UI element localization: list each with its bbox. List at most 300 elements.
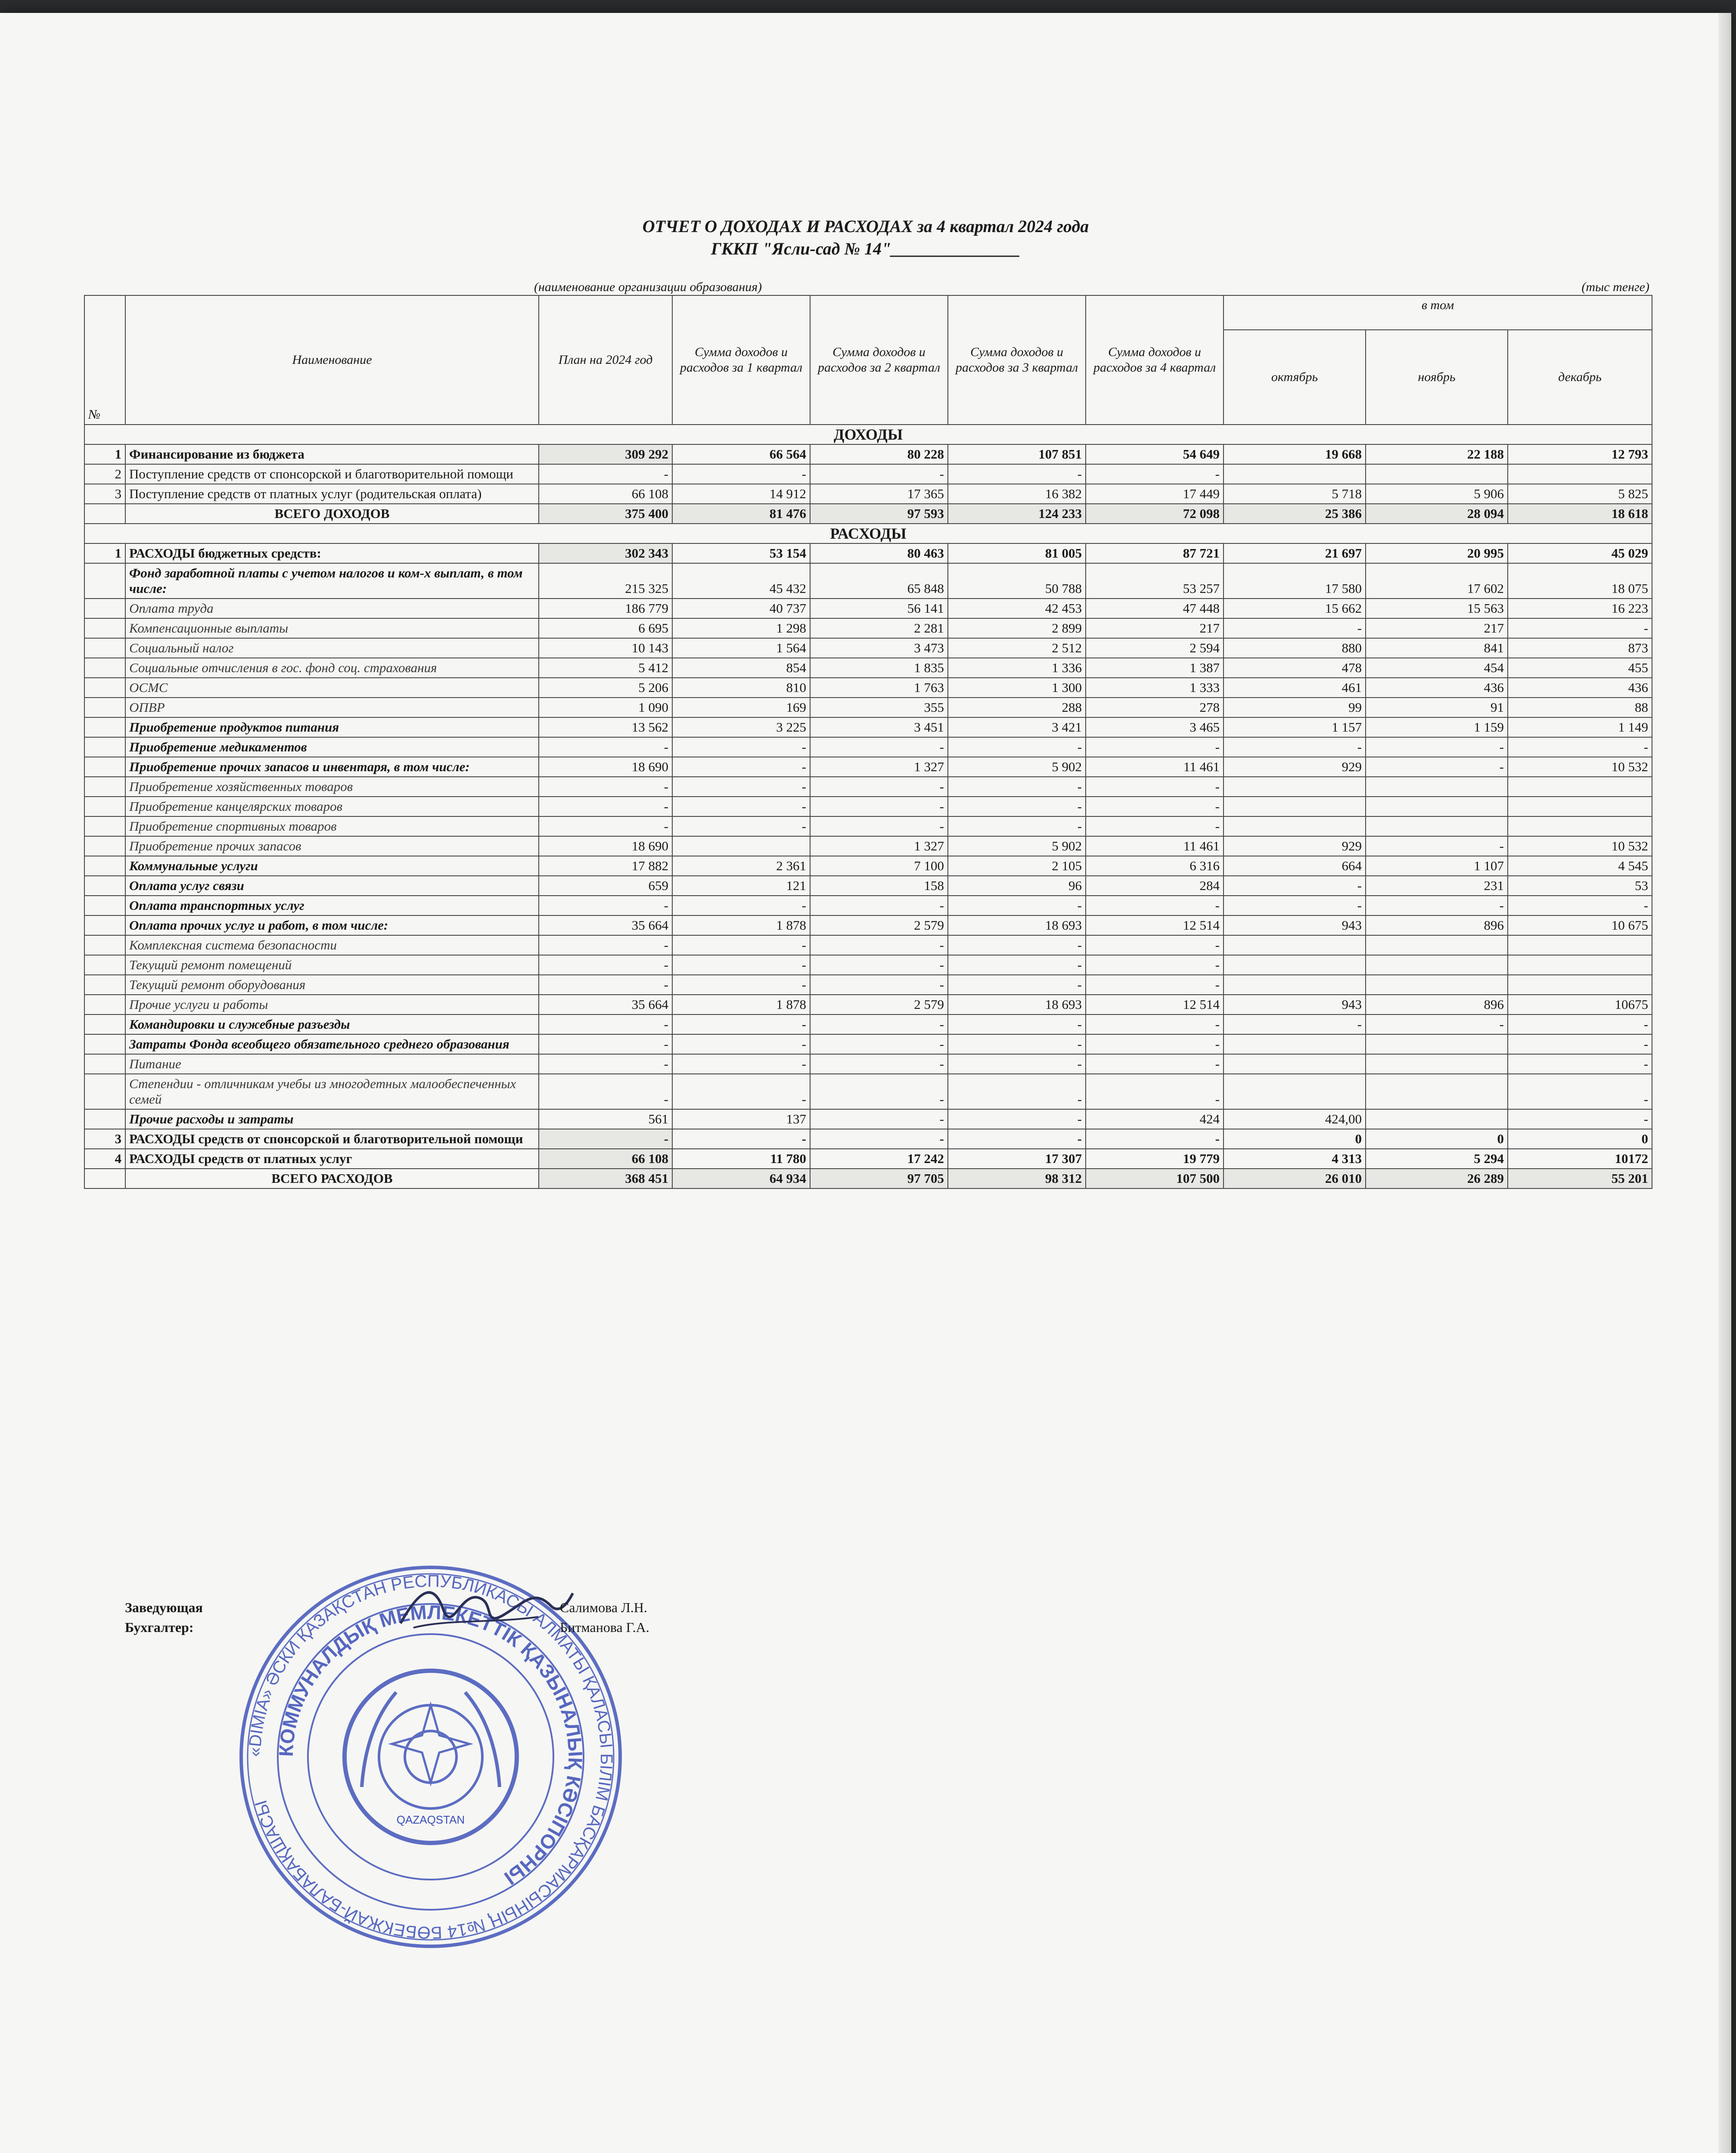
row-value: 217 xyxy=(1086,618,1224,638)
row-name: Приобретение хозяйственных товаров xyxy=(125,777,539,797)
header-plan: План на 2024 год xyxy=(539,295,672,425)
row-value xyxy=(1508,816,1652,836)
title-block xyxy=(0,215,1731,260)
row-value xyxy=(1224,975,1366,995)
row-number xyxy=(84,1074,125,1109)
row-value: 1 327 xyxy=(810,757,948,777)
row-value xyxy=(1508,935,1652,955)
row-name: РАСХОДЫ средств от спонсорской и благотворительной помощи xyxy=(125,1129,539,1149)
row-value: - xyxy=(539,797,672,816)
row-number xyxy=(84,935,125,955)
row-value: 45 432 xyxy=(672,563,810,599)
row-value: - xyxy=(810,1014,948,1034)
header-no: № xyxy=(84,295,125,425)
row-value: - xyxy=(1086,1129,1224,1149)
row-value: - xyxy=(672,955,810,975)
row-value: 99 xyxy=(1224,698,1366,717)
row-value: 28 094 xyxy=(1366,504,1508,524)
row-value: - xyxy=(1508,1074,1652,1109)
table-row xyxy=(84,543,1652,563)
row-value: 15 662 xyxy=(1224,599,1366,618)
row-number: 3 xyxy=(84,484,125,504)
row-value: 18 690 xyxy=(539,757,672,777)
table-row xyxy=(84,856,1652,876)
signature-head xyxy=(125,1598,685,1617)
row-value: - xyxy=(810,955,948,975)
signatures-block xyxy=(125,1598,685,1637)
row-value: 217 xyxy=(1366,618,1508,638)
row-name: Степендии - отличникам учебы из многодетных малообеспеченных семей xyxy=(125,1074,539,1109)
row-value: - xyxy=(810,777,948,797)
row-number xyxy=(84,1054,125,1074)
row-value: 18 075 xyxy=(1508,563,1652,599)
row-number: 2 xyxy=(84,464,125,484)
row-value: 424,00 xyxy=(1224,1109,1366,1129)
row-value: 7 100 xyxy=(810,856,948,876)
row-value: 0 xyxy=(1224,1129,1366,1149)
row-value: 17 242 xyxy=(810,1149,948,1169)
row-value: - xyxy=(948,1129,1086,1149)
table-row xyxy=(84,836,1652,856)
row-value: - xyxy=(948,955,1086,975)
row-value: 5 825 xyxy=(1508,484,1652,504)
row-value: 10 143 xyxy=(539,638,672,658)
row-number xyxy=(84,955,125,975)
row-value: 873 xyxy=(1508,638,1652,658)
row-value: 50 788 xyxy=(948,563,1086,599)
row-value: - xyxy=(948,1054,1086,1074)
row-value: - xyxy=(810,975,948,995)
row-number xyxy=(84,1169,125,1188)
row-name: Финансирование из бюджета xyxy=(125,444,539,464)
row-value: 424 xyxy=(1086,1109,1224,1129)
row-value: 278 xyxy=(1086,698,1224,717)
row-value: - xyxy=(810,1034,948,1054)
row-value: 137 xyxy=(672,1109,810,1129)
org-caption: (наименование организации образования) xyxy=(534,280,762,294)
row-value: - xyxy=(539,464,672,484)
row-value: 1 333 xyxy=(1086,678,1224,698)
row-value: 2 512 xyxy=(948,638,1086,658)
row-value: 2 361 xyxy=(672,856,810,876)
table-row xyxy=(84,1109,1652,1129)
section-expenses: РАСХОДЫ xyxy=(84,524,1652,543)
row-value: 478 xyxy=(1224,658,1366,678)
row-value: - xyxy=(948,896,1086,915)
row-value: - xyxy=(1086,1034,1224,1054)
row-value xyxy=(1366,975,1508,995)
row-value: 309 292 xyxy=(539,444,672,464)
row-value: 66 564 xyxy=(672,444,810,464)
table-row xyxy=(84,896,1652,915)
row-value: 26 289 xyxy=(1366,1169,1508,1188)
row-value: 288 xyxy=(948,698,1086,717)
row-value: 436 xyxy=(1508,678,1652,698)
table-row xyxy=(84,444,1652,464)
row-name: Командировки и служебные разъезды xyxy=(125,1014,539,1034)
row-value: 943 xyxy=(1224,915,1366,935)
row-value: 1 835 xyxy=(810,658,948,678)
row-number xyxy=(84,777,125,797)
row-value: 1 149 xyxy=(1508,717,1652,737)
row-value xyxy=(1224,1034,1366,1054)
row-value: 96 xyxy=(948,876,1086,896)
row-name: Оплата транспортных услуг xyxy=(125,896,539,915)
row-value: - xyxy=(1224,737,1366,757)
row-value: - xyxy=(672,757,810,777)
row-value: - xyxy=(948,1074,1086,1109)
row-value: - xyxy=(672,935,810,955)
row-value: - xyxy=(1086,797,1224,816)
row-value: - xyxy=(1224,618,1366,638)
row-value: 1 387 xyxy=(1086,658,1224,678)
row-number xyxy=(84,856,125,876)
header-name: Наименование xyxy=(125,295,539,425)
row-value: - xyxy=(948,797,1086,816)
row-value: - xyxy=(1086,777,1224,797)
row-value: 0 xyxy=(1366,1129,1508,1149)
row-number xyxy=(84,717,125,737)
row-value: 841 xyxy=(1366,638,1508,658)
row-value: 1 878 xyxy=(672,995,810,1014)
row-value: 10172 xyxy=(1508,1149,1652,1169)
row-value: - xyxy=(1366,737,1508,757)
row-value xyxy=(1366,1034,1508,1054)
row-value: - xyxy=(539,955,672,975)
row-number xyxy=(84,1014,125,1034)
row-value: 1 300 xyxy=(948,678,1086,698)
row-value: 65 848 xyxy=(810,563,948,599)
table-row xyxy=(84,995,1652,1014)
row-value: 2 281 xyxy=(810,618,948,638)
row-value: 17 365 xyxy=(810,484,948,504)
row-value: - xyxy=(948,1014,1086,1034)
accountant-name: Битманова Г.А. xyxy=(560,1619,649,1635)
row-name: Поступление средств от платных услуг (родительская оплата) xyxy=(125,484,539,504)
row-value: - xyxy=(539,1129,672,1149)
row-value: 12 793 xyxy=(1508,444,1652,464)
table-row xyxy=(84,1034,1652,1054)
row-value: 5 412 xyxy=(539,658,672,678)
row-value: 1 107 xyxy=(1366,856,1508,876)
row-name: Приобретение канцелярских товаров xyxy=(125,797,539,816)
table-row xyxy=(84,955,1652,975)
row-value: 15 563 xyxy=(1366,599,1508,618)
row-name: Оплата прочих услуг и работ, в том числе: xyxy=(125,915,539,935)
row-value xyxy=(1366,797,1508,816)
row-number xyxy=(84,618,125,638)
row-value: - xyxy=(1086,464,1224,484)
row-value: - xyxy=(810,1129,948,1149)
report-title: ОТЧЕТ О ДОХОДАХ И РАСХОДАХ за 4 квартал 2024 года xyxy=(642,217,1089,236)
row-value: 2 579 xyxy=(810,995,948,1014)
row-value: 81 476 xyxy=(672,504,810,524)
row-value: - xyxy=(1086,1014,1224,1034)
row-name: Приобретение спортивных товаров xyxy=(125,816,539,836)
row-value xyxy=(1508,955,1652,975)
table-row xyxy=(84,975,1652,995)
row-number xyxy=(84,896,125,915)
row-value: - xyxy=(672,797,810,816)
row-value: 53 154 xyxy=(672,543,810,563)
row-value: 1 090 xyxy=(539,698,672,717)
row-value: 186 779 xyxy=(539,599,672,618)
row-value: 6 695 xyxy=(539,618,672,638)
row-value: 80 463 xyxy=(810,543,948,563)
row-value: - xyxy=(810,1074,948,1109)
row-value xyxy=(1224,1074,1366,1109)
row-number xyxy=(84,915,125,935)
table-row xyxy=(84,1074,1652,1109)
table-row xyxy=(84,777,1652,797)
row-value: - xyxy=(539,737,672,757)
row-value: 5 206 xyxy=(539,678,672,698)
row-value xyxy=(1366,777,1508,797)
row-value: 81 005 xyxy=(948,543,1086,563)
row-value xyxy=(1224,777,1366,797)
row-value: 11 461 xyxy=(1086,836,1224,856)
row-value: - xyxy=(1086,816,1224,836)
row-value: 10 532 xyxy=(1508,836,1652,856)
row-number: 4 xyxy=(84,1149,125,1169)
row-value xyxy=(1366,1109,1508,1129)
row-value xyxy=(1224,935,1366,955)
row-value: - xyxy=(1086,975,1224,995)
table-body xyxy=(84,425,1652,1188)
row-value: 355 xyxy=(810,698,948,717)
row-value: - xyxy=(672,1129,810,1149)
row-value: - xyxy=(672,1034,810,1054)
row-number xyxy=(84,737,125,757)
row-value: - xyxy=(810,896,948,915)
row-value: - xyxy=(672,1054,810,1074)
row-value xyxy=(1224,797,1366,816)
row-value: 21 697 xyxy=(1224,543,1366,563)
row-value: - xyxy=(539,816,672,836)
stamp-inner-text: КОММУНАЛДЫҚ МЕМЛЕКЕТТІК ҚАЗЫНАЛЫҚ КӘСІПОРНЫ xyxy=(274,1601,587,1889)
row-name: РАСХОДЫ средств от платных услуг xyxy=(125,1149,539,1169)
row-value: 1 157 xyxy=(1224,717,1366,737)
row-value: - xyxy=(539,975,672,995)
row-number xyxy=(84,995,125,1014)
row-value: 896 xyxy=(1366,995,1508,1014)
table-row xyxy=(84,678,1652,698)
row-value: 0 xyxy=(1508,1129,1652,1149)
row-value: 375 400 xyxy=(539,504,672,524)
row-name: Затраты Фонда всеобщего обязательного среднего образования xyxy=(125,1034,539,1054)
table-row xyxy=(84,1014,1652,1034)
row-value: 17 449 xyxy=(1086,484,1224,504)
row-value: 454 xyxy=(1366,658,1508,678)
row-name: Приобретение медикаментов xyxy=(125,737,539,757)
row-name: Прочие услуги и работы xyxy=(125,995,539,1014)
row-name: Социальные отчисления в гос. фонд соц. страхования xyxy=(125,658,539,678)
table-row xyxy=(84,915,1652,935)
row-value: 664 xyxy=(1224,856,1366,876)
row-name: Питание xyxy=(125,1054,539,1074)
row-name: Комплексная система безопасности xyxy=(125,935,539,955)
row-value: 17 307 xyxy=(948,1149,1086,1169)
row-value xyxy=(1224,1054,1366,1074)
row-value: - xyxy=(1508,1109,1652,1129)
row-name: Прочие расходы и затраты xyxy=(125,1109,539,1129)
table-row xyxy=(84,876,1652,896)
table-row xyxy=(84,658,1652,678)
row-value: 231 xyxy=(1366,876,1508,896)
row-name: ОПВР xyxy=(125,698,539,717)
table-row xyxy=(84,1129,1652,1149)
row-value xyxy=(1224,955,1366,975)
row-value: 5 902 xyxy=(948,836,1086,856)
row-value xyxy=(1366,1074,1508,1109)
row-value: 98 312 xyxy=(948,1169,1086,1188)
row-number xyxy=(84,698,125,717)
row-value: 12 514 xyxy=(1086,915,1224,935)
page-edge xyxy=(1718,13,1731,2153)
row-value xyxy=(1508,975,1652,995)
table-row xyxy=(84,618,1652,638)
row-value: 35 664 xyxy=(539,915,672,935)
row-value: - xyxy=(810,1054,948,1074)
row-value: 107 851 xyxy=(948,444,1086,464)
row-value xyxy=(1366,935,1508,955)
row-value: 80 228 xyxy=(810,444,948,464)
row-number xyxy=(84,678,125,698)
row-value: 10675 xyxy=(1508,995,1652,1014)
row-value: 11 461 xyxy=(1086,757,1224,777)
row-value: - xyxy=(948,464,1086,484)
row-name: ВСЕГО РАСХОДОВ xyxy=(125,1169,539,1188)
row-value xyxy=(1224,464,1366,484)
row-value xyxy=(1508,797,1652,816)
row-value: 2 105 xyxy=(948,856,1086,876)
row-value: - xyxy=(539,1054,672,1074)
row-value: 124 233 xyxy=(948,504,1086,524)
row-number xyxy=(84,797,125,816)
row-value: 3 451 xyxy=(810,717,948,737)
row-value xyxy=(1508,464,1652,484)
row-value: 1 878 xyxy=(672,915,810,935)
row-value: - xyxy=(672,896,810,915)
header-q4: Сумма доходов и расходов за 4 квартал xyxy=(1086,295,1224,425)
row-value: 66 108 xyxy=(539,1149,672,1169)
row-value: - xyxy=(672,816,810,836)
row-name: Социальный налог xyxy=(125,638,539,658)
row-value: 1 564 xyxy=(672,638,810,658)
row-value: - xyxy=(539,777,672,797)
row-value: - xyxy=(1366,757,1508,777)
row-value: 2 594 xyxy=(1086,638,1224,658)
table-row xyxy=(84,504,1652,524)
row-value: - xyxy=(1508,737,1652,757)
row-value: 14 912 xyxy=(672,484,810,504)
table-row xyxy=(84,1054,1652,1074)
row-value: - xyxy=(810,737,948,757)
subtitle-row xyxy=(82,280,1649,297)
row-number xyxy=(84,658,125,678)
row-value: 3 225 xyxy=(672,717,810,737)
row-value xyxy=(1366,1054,1508,1074)
row-value: 56 141 xyxy=(810,599,948,618)
row-value: - xyxy=(810,1109,948,1129)
row-value: 5 718 xyxy=(1224,484,1366,504)
row-value: 16 223 xyxy=(1508,599,1652,618)
row-value: - xyxy=(948,1109,1086,1129)
row-value: 169 xyxy=(672,698,810,717)
table-row xyxy=(84,563,1652,599)
row-value: 18 690 xyxy=(539,836,672,856)
row-number xyxy=(84,757,125,777)
row-name: Приобретение продуктов питания xyxy=(125,717,539,737)
row-value: - xyxy=(1508,1054,1652,1074)
row-value: - xyxy=(1508,1034,1652,1054)
row-value: 12 514 xyxy=(1086,995,1224,1014)
row-value: 47 448 xyxy=(1086,599,1224,618)
row-value: 10 532 xyxy=(1508,757,1652,777)
row-number: 3 xyxy=(84,1129,125,1149)
row-value: 461 xyxy=(1224,678,1366,698)
row-value: - xyxy=(810,816,948,836)
row-value: - xyxy=(539,896,672,915)
row-value: 54 649 xyxy=(1086,444,1224,464)
row-value: 455 xyxy=(1508,658,1652,678)
table-row xyxy=(84,797,1652,816)
row-number xyxy=(84,504,125,524)
row-value: 22 188 xyxy=(1366,444,1508,464)
table-row xyxy=(84,638,1652,658)
row-name: Компенсационные выплаты xyxy=(125,618,539,638)
row-number xyxy=(84,599,125,618)
table-row xyxy=(84,464,1652,484)
organization-title: ГККП "Ясли-сад № 14"_______________ xyxy=(711,239,1021,258)
row-value: 1 336 xyxy=(948,658,1086,678)
row-value: 436 xyxy=(1366,678,1508,698)
row-value: 4 313 xyxy=(1224,1149,1366,1169)
row-name: Оплата труда xyxy=(125,599,539,618)
table-row xyxy=(84,1149,1652,1169)
row-value: - xyxy=(672,1074,810,1109)
row-value: 55 201 xyxy=(1508,1169,1652,1188)
row-value: 284 xyxy=(1086,876,1224,896)
row-value xyxy=(1224,816,1366,836)
row-value: - xyxy=(672,1014,810,1034)
row-value: 1 763 xyxy=(810,678,948,698)
units-label: (тыс тенге) xyxy=(1581,280,1649,294)
row-value: 810 xyxy=(672,678,810,698)
stamp-outer-text: «DIMIA» ӘСКИ ҚАЗАҚСТАН РЕСПУБЛИКАСЫ АЛМАТЫ ҚАЛАСЫ БІЛІМ БАСҚАРМАСЫНЫҢ №14 БӨБЕКЖАЙ-БАЛАБАҚШАСЫ xyxy=(245,1571,616,1942)
table-row xyxy=(84,935,1652,955)
row-value: - xyxy=(1508,618,1652,638)
row-value: 659 xyxy=(539,876,672,896)
row-number xyxy=(84,1109,125,1129)
row-number: 1 xyxy=(84,444,125,464)
row-value: 17 580 xyxy=(1224,563,1366,599)
row-value: 158 xyxy=(810,876,948,896)
row-value: 215 325 xyxy=(539,563,672,599)
row-value: - xyxy=(948,816,1086,836)
row-value: 4 545 xyxy=(1508,856,1652,876)
row-name: ВСЕГО ДОХОДОВ xyxy=(125,504,539,524)
row-value: - xyxy=(672,737,810,757)
row-value: 3 421 xyxy=(948,717,1086,737)
row-number xyxy=(84,876,125,896)
row-number xyxy=(84,975,125,995)
row-value: - xyxy=(539,935,672,955)
signature-accountant xyxy=(125,1617,685,1637)
row-value: 35 664 xyxy=(539,995,672,1014)
row-value: 97 593 xyxy=(810,504,948,524)
row-value: - xyxy=(539,1034,672,1054)
